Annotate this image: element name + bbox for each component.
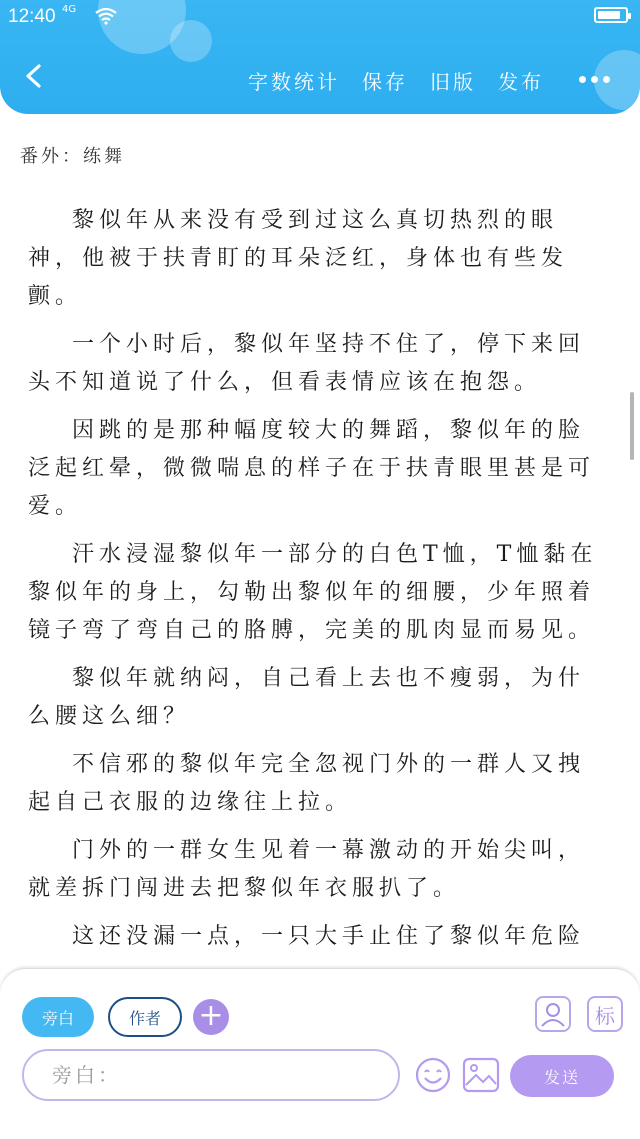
scrollbar[interactable] bbox=[630, 392, 634, 460]
paragraph: 黎似年就纳闷，自己看上去也不瘦弱，为什么腰这么细？ bbox=[28, 666, 586, 729]
image-icon[interactable] bbox=[462, 1057, 500, 1093]
word-count-button[interactable]: 字数统计 bbox=[248, 70, 340, 94]
paragraph: 门外的一群女生见着一幕激动的开始尖叫，就差拆门闯进去把黎似年衣服扒了。 bbox=[28, 838, 586, 901]
role-narrator-button[interactable]: 旁白 bbox=[22, 997, 94, 1037]
composer-panel bbox=[0, 968, 640, 1139]
story-content bbox=[28, 202, 608, 966]
battery-icon bbox=[594, 7, 628, 23]
paragraph: 因跳的是那种幅度较大的舞蹈，黎似年的脸泛起红晕，微微喘息的样子在于扶青眼里甚是可爱。 bbox=[28, 418, 596, 519]
battery-fill bbox=[598, 11, 620, 19]
more-dot bbox=[579, 76, 586, 83]
toolbar bbox=[248, 66, 606, 95]
status-bar bbox=[0, 0, 640, 34]
user-icon bbox=[537, 998, 569, 1030]
add-role-button[interactable]: + bbox=[193, 999, 229, 1035]
header-bar bbox=[0, 0, 640, 114]
paragraph: 不信邪的黎似年完全忽视门外的一群人又拽起自己衣服的边缘往上拉。 bbox=[28, 752, 586, 815]
chapter-title: 番外：练舞 bbox=[20, 146, 125, 167]
status-time: 12:40 bbox=[8, 6, 56, 27]
save-button[interactable]: 保存 bbox=[362, 70, 408, 94]
more-dot bbox=[603, 76, 610, 83]
paragraph: 黎似年从来没有受到过这么真切热烈的眼神，他被于扶青盯的耳朵泛红，身体也有些发颤。 bbox=[28, 208, 569, 309]
more-dot bbox=[591, 76, 598, 83]
user-card-icon[interactable] bbox=[535, 996, 571, 1032]
paragraph: 汗水浸湿黎似年一部分的白色T恤，T恤黏在黎似年的身上，勾勒出黎似年的细腰，少年照着镜子弯了弯自己的胳膊，完美的肌肉显而易见。 bbox=[28, 542, 598, 643]
old-version-button[interactable]: 旧版 bbox=[430, 70, 476, 94]
emoji-icon[interactable] bbox=[414, 1056, 452, 1094]
back-arrow-icon[interactable] bbox=[22, 64, 46, 88]
more-options-icon[interactable] bbox=[579, 76, 610, 83]
send-button[interactable]: 发送 bbox=[510, 1055, 614, 1097]
publish-button[interactable]: 发布 bbox=[498, 70, 544, 94]
network-indicator: 4G bbox=[62, 4, 77, 15]
paragraph: 一个小时后，黎似年坚持不住了，停下来回头不知道说了什么，但看表情应该在抱怨。 bbox=[28, 332, 586, 395]
paragraph: 这还没漏一点，一只大手止住了黎似年危险 bbox=[72, 924, 586, 949]
message-input[interactable]: 旁白： bbox=[22, 1049, 400, 1101]
role-author-button[interactable]: 作者 bbox=[108, 997, 182, 1037]
tag-button[interactable]: 标 bbox=[587, 996, 623, 1032]
signal-icon bbox=[94, 7, 144, 25]
